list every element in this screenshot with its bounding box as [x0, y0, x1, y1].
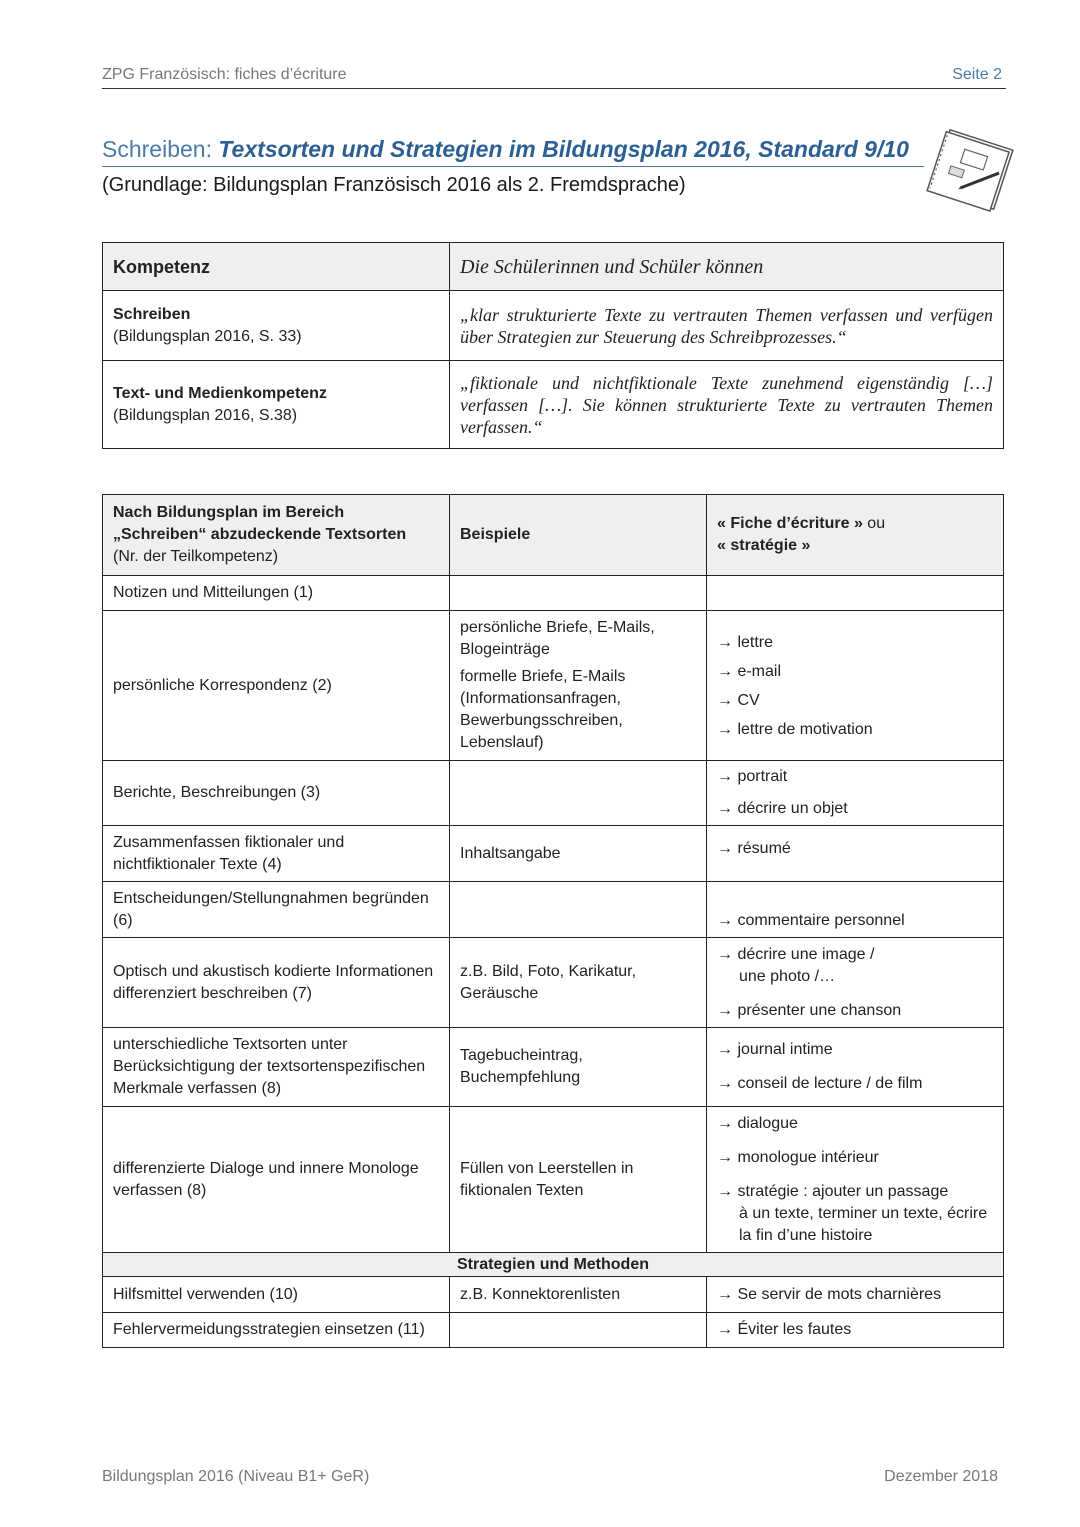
textsorte-cell: Berichte, Beschreibungen (3): [103, 761, 450, 826]
fiche-item: → décrire un objet: [717, 800, 848, 817]
fiche-item: → CV: [717, 691, 760, 709]
table-row: [103, 1277, 1004, 1313]
competence-name-cell: [103, 361, 450, 449]
competence-name: Text- und Medienkompetenz: [113, 384, 327, 402]
table-row: [103, 611, 1004, 761]
table-row: [103, 761, 1004, 826]
textsorte-cell: Optisch und akustisch kodierte Informationen differenziert beschreiben (7): [103, 938, 450, 1028]
fiche-item: → résumé: [717, 840, 791, 857]
table-row: [103, 826, 1004, 882]
beispiel-cell: z.B. Bild, Foto, Karikatur, Geräusche: [450, 938, 707, 1028]
fiche-item: → portrait: [717, 768, 788, 785]
fiche-item: → présenter une chanson: [717, 1001, 902, 1019]
page-title: [102, 136, 924, 167]
fiche-item: à un texte, terminer un texte, écrire la fin d’une histoire: [739, 1204, 988, 1244]
table-row: [103, 291, 1004, 361]
section-row: [103, 1253, 1004, 1277]
fiche-cell: → Éviter les fautes: [707, 1313, 1004, 1348]
fiche-cell: [707, 882, 1004, 938]
fiche-cell: [707, 611, 1004, 761]
beispiel-cell: Füllen von Leerstellen in fiktionalen Texten: [450, 1107, 707, 1253]
fiche-cell: [707, 1028, 1004, 1107]
textsorten-table-header: [103, 495, 1004, 576]
header-beispiele: Beispiele: [450, 495, 707, 576]
fiche-item: → lettre: [717, 633, 774, 651]
header-fiche-strategie: « stratégie »: [717, 537, 811, 554]
beispiel-cell: [450, 882, 707, 938]
table-row: [103, 938, 1004, 1028]
header-line: Nach Bildungsplan im Bereich: [113, 504, 345, 521]
fiche-item: → dialogue: [717, 1114, 798, 1132]
textsorte-cell: differenzierte Dialoge und innere Monologe verfassen (8): [103, 1107, 450, 1253]
fiche-cell: [707, 761, 1004, 826]
textsorte-cell: unterschiedliche Textsorten unter Berücksichtigung der textsortenspezifischen Merkmale verfassen (8): [103, 1028, 450, 1107]
fiche-cell: [707, 576, 1004, 611]
textsorten-table: [102, 494, 1004, 1348]
competence-name: Schreiben: [113, 305, 191, 323]
beispiel-text: formelle Briefe, E-Mails (Informationsanfragen, Bewerbungsschreiben, Lebenslauf): [460, 668, 626, 751]
beispiel-cell: [450, 611, 707, 761]
competence-ref: (Bildungsplan 2016, S. 33): [113, 327, 302, 345]
page-number: Seite 2: [952, 66, 1002, 83]
textsorte-cell: Fehlervermeidungsstrategien einsetzen (11): [103, 1313, 450, 1348]
fiche-cell: [707, 826, 1004, 882]
fiche-item: → commentaire personnel: [717, 912, 905, 929]
beispiel-cell: Tagebucheintrag, Buchempfehlung: [450, 1028, 707, 1107]
competence-table: [102, 242, 1004, 449]
textsorte-cell: Hilfsmittel verwenden (10): [103, 1277, 450, 1313]
table-row: [103, 882, 1004, 938]
textsorte-cell: persönliche Korrespondenz (2): [103, 611, 450, 761]
beispiel-cell: Inhaltsangabe: [450, 826, 707, 882]
competence-header-label: Kompetenz: [103, 243, 450, 291]
competence-header-text: Die Schülerinnen und Schüler können: [450, 243, 1004, 291]
fiche-item: → décrire une image /: [717, 945, 875, 963]
header-fiche: [707, 495, 1004, 576]
table-row: [103, 1107, 1004, 1253]
header-fiche-bold: « Fiche d’écriture »: [717, 515, 863, 532]
competence-name-cell: [103, 291, 450, 361]
title-prefix: Schreiben:: [102, 136, 212, 162]
header-textsorten: [103, 495, 450, 576]
header-line: „Schreiben“ abzudeckende Textsorten: [113, 526, 407, 543]
fiche-cell: → Se servir de mots charnières: [707, 1277, 1004, 1313]
textsorte-cell: Notizen und Mitteilungen (1): [103, 576, 450, 611]
fiche-cell: [707, 938, 1004, 1028]
table-row: [103, 576, 1004, 611]
fiche-item: → monologue intérieur: [717, 1148, 879, 1166]
fiche-cell: [707, 1107, 1004, 1253]
table-row: [103, 1313, 1004, 1348]
footer-right: Dezember 2018: [884, 1468, 998, 1485]
competence-table-header: [103, 243, 1004, 291]
header-line: (Nr. der Teilkompetenz): [113, 548, 279, 565]
fiche-item: → journal intime: [717, 1041, 833, 1058]
notepad-pencil-icon: [920, 124, 1020, 220]
competence-quote: „fiktionale und nichtfiktionale Texte zunehmend eigenständig […] verfassen […]. Sie können strukturierte Texte zu vertrauten Themen verfassen.“: [450, 361, 1004, 449]
competence-ref: (Bildungsplan 2016, S.38): [113, 406, 298, 424]
competence-quote: „klar strukturierte Texte zu vertrauten Themen verfassen und verfügen über Strategien zur Steuerung des Schreibprozesses.“: [450, 291, 1004, 361]
table-row: [103, 361, 1004, 449]
fiche-item: une photo /…: [739, 967, 836, 985]
page-subtitle: (Grundlage: Bildungsplan Französisch 2016 als 2. Fremdsprache): [102, 174, 686, 196]
footer-left: Bildungsplan 2016 (Niveau B1+ GeR): [102, 1468, 370, 1485]
beispiel-cell: [450, 576, 707, 611]
beispiel-cell: [450, 1313, 707, 1348]
fiche-item: → e-mail: [717, 662, 782, 680]
textsorte-cell: Entscheidungen/Stellungnahmen begründen (6): [103, 882, 450, 938]
fiche-item: → lettre de motivation: [717, 720, 873, 738]
beispiel-cell: [450, 761, 707, 826]
page-header: [102, 64, 1006, 89]
fiche-item: → conseil de lecture / de film: [717, 1075, 923, 1092]
fiche-item: → stratégie : ajouter un passage: [717, 1182, 949, 1200]
beispiel-text: persönliche Briefe, E-Mails, Blogeinträge: [460, 619, 655, 658]
header-title: ZPG Französisch: fiches d’écriture: [102, 66, 347, 83]
textsorte-cell: Zusammenfassen fiktionaler und nichtfiktionaler Texte (4): [103, 826, 450, 882]
table-row: [103, 1028, 1004, 1107]
header-fiche-or: ou: [867, 515, 886, 532]
title-emphasis: Textsorten und Strategien im Bildungsplan 2016, Standard 9/10: [218, 136, 909, 162]
section-label: Strategien und Methoden: [103, 1253, 1004, 1277]
beispiel-cell: z.B. Konnektorenlisten: [450, 1277, 707, 1313]
